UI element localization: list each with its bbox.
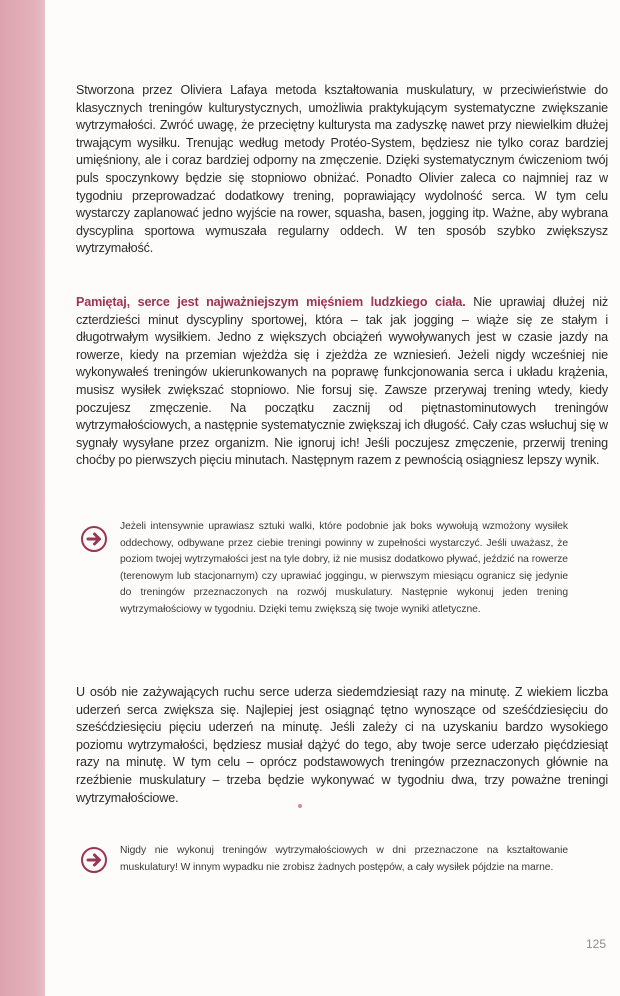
paragraph-2 <box>76 294 608 470</box>
paragraph-2-body: Nie uprawiaj dłużej niż czterdzieści minut dyscypliny sportowej, która – tak jak jogging – wiąże się ze stałym i długotrwałym wysiłkiem. Jedno z większych obciążeń wywoływanych jest w czasie jazdy na rowerze, kiedy na przemian wjeżdża się i zjeżdża ze wzniesień. Jeżeli nigdy wcześniej nie wykonywałeś treningów ukierunkowanych na poprawę funkcjonowania serca i układu krążenia, musisz wysiłek zwiększać stopniowo. Nie forsuj się. Zawsze przerywaj trening wtedy, kiedy poczujesz zmęczenie. Na początku zacznij od piętnastominutowych treningów wytrzymałościowych, a następnie systematycznie zwiększaj ich długość. Cały czas wsłuchuj się w sygnały wysyłane przez organizm. Nie ignoruj ich! Jeśli poczujesz zmęczenie, przerwij trening choćby po pierwszych pięciu minutach. Następnym razem z pewnością osiągniesz lepszy wynik. <box>76 295 608 468</box>
paragraph-1: Stworzona przez Oliviera Lafaya metoda kształtowania muskulatury, w przeciwieństwie do klasycznych treningów kulturystycznych, umożliwia praktykującym systematyczne zwiększanie wytrzymałości. Zwróć uwagę, że przeciętny kulturysta ma zadyszkę nawet przy niewielkim dłużej trwającym wysiłku. Trenując według metody Protéo-System, będziesz nie tylko coraz bardziej umięśniony, ale i coraz bardziej odporny na zmęczenie. Dzięki systematycznym ćwiczeniom twój puls spoczynkowy będzie się stopniowo obniżać. Ponadto Olivier zaleca co najmniej raz w tygodniu przeprowadzać dodatkowy trening, poprawiający wydolność serca. W tym celu wystarczy zaplanować jedno wyjście na rower, squasha, basen, jogging itp. Ważne, aby wybrana dyscyplina sportowa wymuszała regularny oddech. W ten sposób szybko zwiększysz wytrzymałość. <box>76 83 608 256</box>
arrow-right-circle-icon <box>80 846 108 874</box>
page-number: 125 <box>585 937 606 951</box>
tip-1-text: Jeżeli intensywnie uprawiasz sztuki walki, które podobnie jak boks wywołują wzmożony wysiłek oddechowy, odbywane przez ciebie treningi powinny w zupełności wystarczyć. Jeśli uważasz, że poziom twojej wytrzymałości jest na tyle dobry, iż nie musisz dodatkowo pływać, jeździć na rowerze (terenowym lub stacjonarnym) czy uprawiać joggingu, w pierwszym miesiącu ogranicz się jedynie do treningów przeznaczonych na rozwój muskulatury. Następnie wykonuj jeden trening wytrzymałościowy w tygodniu. Dzięki temu zwiększą się twoje wyniki atletyczne. <box>120 521 568 615</box>
paragraph-2-lead: Pamiętaj, serce jest najważniejszym mięśniem ludzkiego ciała. <box>76 295 466 309</box>
tip-2-text: Nigdy nie wykonuj treningów wytrzymałościowych w dni przeznaczone na kształtowanie muskulatury! W innym wypadku nie zrobisz żadnych postępów, a cały wysiłek pójdzie na marne. <box>120 845 568 873</box>
arrow-right-circle-icon <box>80 525 108 553</box>
decorative-dot <box>298 804 302 808</box>
page-margin-band <box>0 0 45 996</box>
paragraph-3: U osób nie zażywających ruchu serce uderza siedemdziesiąt razy na minutę. Z wiekiem liczba uderzeń serca zwiększa się. Najlepiej jest osiągnąć tętno wynoszące od sześćdziesięciu do sześćdziesięciu pięciu uderzeń na minutę. Jeśli zależy ci na uzyskaniu bardzo wysokiego poziomu wytrzymałości, będziesz musiał dążyć do tego, aby twoje serce uderzało pięćdziesiąt razy na minutę. W tym celu – oprócz podstawowych treningów przeznaczonych głównie na rzeźbienie muskulatury – trzeba będzie wykonywać w tygodniu dwa, trzy poważne treningi wytrzymałościowe. <box>76 685 608 805</box>
